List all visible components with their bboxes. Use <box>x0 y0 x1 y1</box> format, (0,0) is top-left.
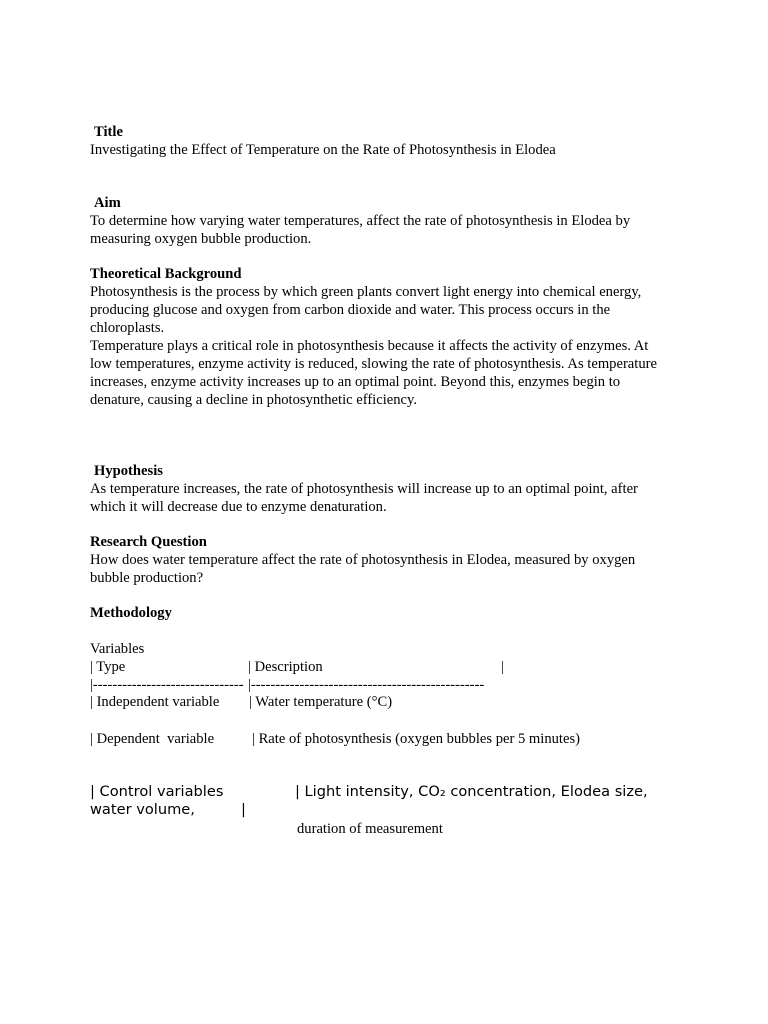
table-row-independent-type: | Independent variable <box>90 694 220 710</box>
table-header-description: | Description <box>248 659 323 675</box>
table-row-control-continuation: water volume, <box>90 801 195 818</box>
table-rule-right: |------------------------------------------------ <box>248 677 485 693</box>
research-question-line-2: bubble production? <box>90 570 204 586</box>
background-line-7: denature, causing a decline in photosynthetic efficiency. <box>90 392 418 408</box>
table-row-control-tail: duration of measurement <box>297 821 443 837</box>
variables-label: Variables <box>90 641 145 657</box>
table-row-dependent-description: | Rate of photosynthesis (oxygen bubbles per 5 minutes) <box>252 731 580 747</box>
aim-line-1: To determine how varying water temperatures, affect the rate of photosynthesis in Elodea by <box>90 213 631 229</box>
background-line-6: increases, enzyme activity increases up to an optimal point. Beyond this, enzymes begin to <box>90 374 621 390</box>
research-question-line-1: How does water temperature affect the rate of photosynthesis in Elodea, measured by oxygen <box>90 552 636 568</box>
aim-heading: Aim <box>94 195 121 211</box>
table-header-end-pipe: | <box>501 659 504 675</box>
hypothesis-heading: Hypothesis <box>94 463 163 479</box>
background-line-5: low temperatures, enzyme activity is reduced, slowing the rate of photosynthesis. As temperature <box>90 356 657 372</box>
table-header-type: | Type <box>90 659 126 675</box>
hypothesis-line-1: As temperature increases, the rate of photosynthesis will increase up to an optimal point, after <box>90 481 638 497</box>
table-row-control-description: | Light intensity, CO₂ concentration, Elodea size, <box>295 783 648 800</box>
title-text: Investigating the Effect of Temperature on the Rate of Photosynthesis in Elodea <box>90 142 556 158</box>
methodology-heading: Methodology <box>90 605 172 621</box>
table-row-dependent-type: | Dependent variable <box>90 731 215 747</box>
table-row-independent-description: | Water temperature (°C) <box>249 694 393 710</box>
aim-line-2: measuring oxygen bubble production. <box>90 231 312 247</box>
background-line-3: chloroplasts. <box>90 320 165 336</box>
table-rule-left: |------------------------------- <box>90 677 244 693</box>
table-row-control-type: | Control variables <box>90 783 224 800</box>
title-heading: Title <box>94 124 123 140</box>
background-line-2: producing glucose and oxygen from carbon dioxide and water. This process occurs in the <box>90 302 611 318</box>
research-question-heading: Research Question <box>90 534 207 550</box>
background-line-1: Photosynthesis is the process by which green plants convert light energy into chemical energy, <box>90 284 642 300</box>
hypothesis-line-2: which it will decrease due to enzyme denaturation. <box>90 499 387 515</box>
background-line-4: Temperature plays a critical role in photosynthesis because it affects the activity of enzymes. At <box>90 338 649 354</box>
table-row-control-pipe: | <box>241 801 246 818</box>
background-heading: Theoretical Background <box>90 266 242 282</box>
